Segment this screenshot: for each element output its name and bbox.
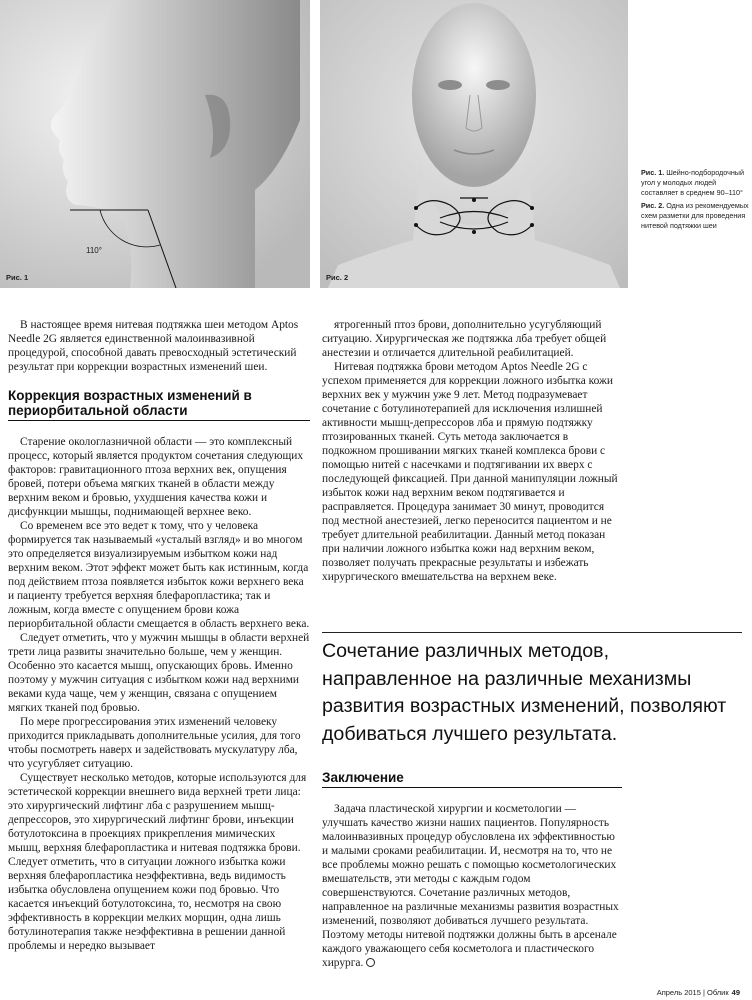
end-mark-icon [366, 958, 375, 967]
section-heading-periorbital: Коррекция возрастных изменений в периорбитальной области [8, 388, 310, 421]
paragraph: Следует отметить, что у мужчин мышцы в области верхней трети лица развиты значительно больше, чем у женщин. Особенно это касается мышц, опускающих бровь. Именно поэтому у мужчин ситуация с избытком кожи над верхними веками куда чаще, чем у женщин, связана с опущением мягких тканей под бровью. [8, 632, 310, 714]
left-column [8, 318, 310, 953]
issue-label: Апрель 2015 | Облик [656, 988, 729, 997]
figure-2-image [320, 0, 628, 288]
paragraph: Со временем все это ведет к тому, что у человека формируется так называемый «усталый взгляд» и во многом это определяется визуализируемым избытком кожи над верхним веком. Этот эффект может быть как истинным, когда под действием птоза появляется избыток кожи верхнего века и пациенту требуется верхняя блефаропластика; так и ложным, когда вместе с опущением брови кожа периорбитальной области смещается в область верхнего века. [8, 520, 310, 630]
figure-2 [320, 0, 628, 288]
figure-2-label: Рис. 2 [326, 273, 349, 282]
figure-1 [0, 0, 310, 288]
paragraph: Старение окологлазничной области — это комплексный процесс, который является продуктом сочетания следующих факторов: гравитационного птоза верхних век, опущения бровей, потери объема мягких тканей в области между верхним веком и бровью, ухудшения качества кожи и дисфункции мышцы, поднимающей верхнее веко. [8, 436, 304, 518]
paragraph: ятрогенный птоз брови, дополнительно усугубляющий ситуацию. Хирургическая же подтяжка лба требует общей анестезии и отличается длительной реабилитацией. [322, 319, 607, 359]
right-column [322, 318, 622, 584]
figure-2-caption: Рис. 2. Одна из рекомендуемых схем разметки для проведения нитевой подтяжки шеи [641, 201, 749, 230]
figure-1-caption: Рис. 1. Шейно-подбородочный угол у молодых людей составляет в среднем 90–110° [641, 168, 744, 197]
figure-1-image [0, 0, 310, 288]
angle-label: 110° [86, 246, 102, 255]
intro-paragraph: В настоящее время нитевая подтяжка шеи методом Aptos Needle 2G является единственной малоинвазивной процедурой, способной давать превосходный эстетический результат при коррекции возрастных изменений шеи. [8, 319, 299, 373]
conclusion-paragraph: Задача пластической хирургии и косметологии — улучшать качество жизни наших пациентов. Популярность малоинвазивных процедур обусловлена их эффективностью и малыми сроками реабилитации. И, несмотря на то, что не все проблемы можно решать с помощью косметологических вмешательств, эти методы с каждым годом совершенствуются. Сочетание различных методов, направленное на различные механизмы развития возрастных изменений, позволяют добиваться лучшего результата. Поэтому методы нитевой подтяжки должны быть в арсенале каждого уважающего себя косметолога и пластического хирурга. [322, 803, 619, 969]
section-heading-conclusion: Заключение [322, 770, 622, 788]
page-folio [657, 988, 740, 997]
paragraph: Существует несколько методов, которые используются для эстетической коррекции внешнего вида верхней трети лица: это хирургический лифтинг лба с разрушением мышц-депрессоров, это хирургический лифтинг брови, инъекции ботулотоксина в проекциях прикрепления мимических мышц, верхняя блефаропластика и нитевая подтяжка брови. Следует отметить, что в ситуации ложного избытка кожи верхняя блефаропластика неэффективна, ведь видимость избытка обусловлена опущением кожи под бровью. Что касается инъекций ботулотоксина, то, несмотря на свою эффективность в коррекции мелких морщин, одна лишь ботулинотерапия также неэффективна в решении данной проблемы и нередко вызывает [8, 772, 307, 952]
conclusion-section [322, 770, 622, 970]
pull-quote: Сочетание различных методов, направленное на различные механизмы развития возрастных изменений, позволяют добиваться лучшего результата. [322, 632, 742, 748]
figure-1-label: Рис. 1 [6, 273, 29, 282]
page-number: 49 [731, 988, 740, 997]
paragraph: По мере прогрессирования этих изменений человеку приходится прикладывать дополнительные усилия, для того чтобы посмотреть наверх и задействовать мускулатуру лба, что усугубляет ситуацию. [8, 716, 301, 770]
figure-captions [641, 168, 749, 235]
paragraph: Нитевая подтяжка брови методом Aptos Needle 2G с успехом применяется для коррекции ложного избытка кожи верхних век у мужчин уже 9 лет. Метод подразумевает сочетание с ботулинотерапией для исключения излишней активности мышц-депрессоров лба и прямую подтяжку птозированных тканей. Суть метода заключается в подкожном прошивании мягких тканей комплекса брови с помощью нитей с насечками и подтягивании их вверх с последующей фиксацией. При данной манипуляции ложный избыток кожи над верхним веком подтягивается и расправляется. Процедура занимает 30 минут, проводится под местной анестезией, легко переносится пациентом и не требует длительной реабилитации. Данный метод показан при наличии ложного избытка кожи над верхним веком, позволяет получать прекрасные результаты и избежать хирургического вмешательства на верхнем веке. [322, 361, 618, 583]
